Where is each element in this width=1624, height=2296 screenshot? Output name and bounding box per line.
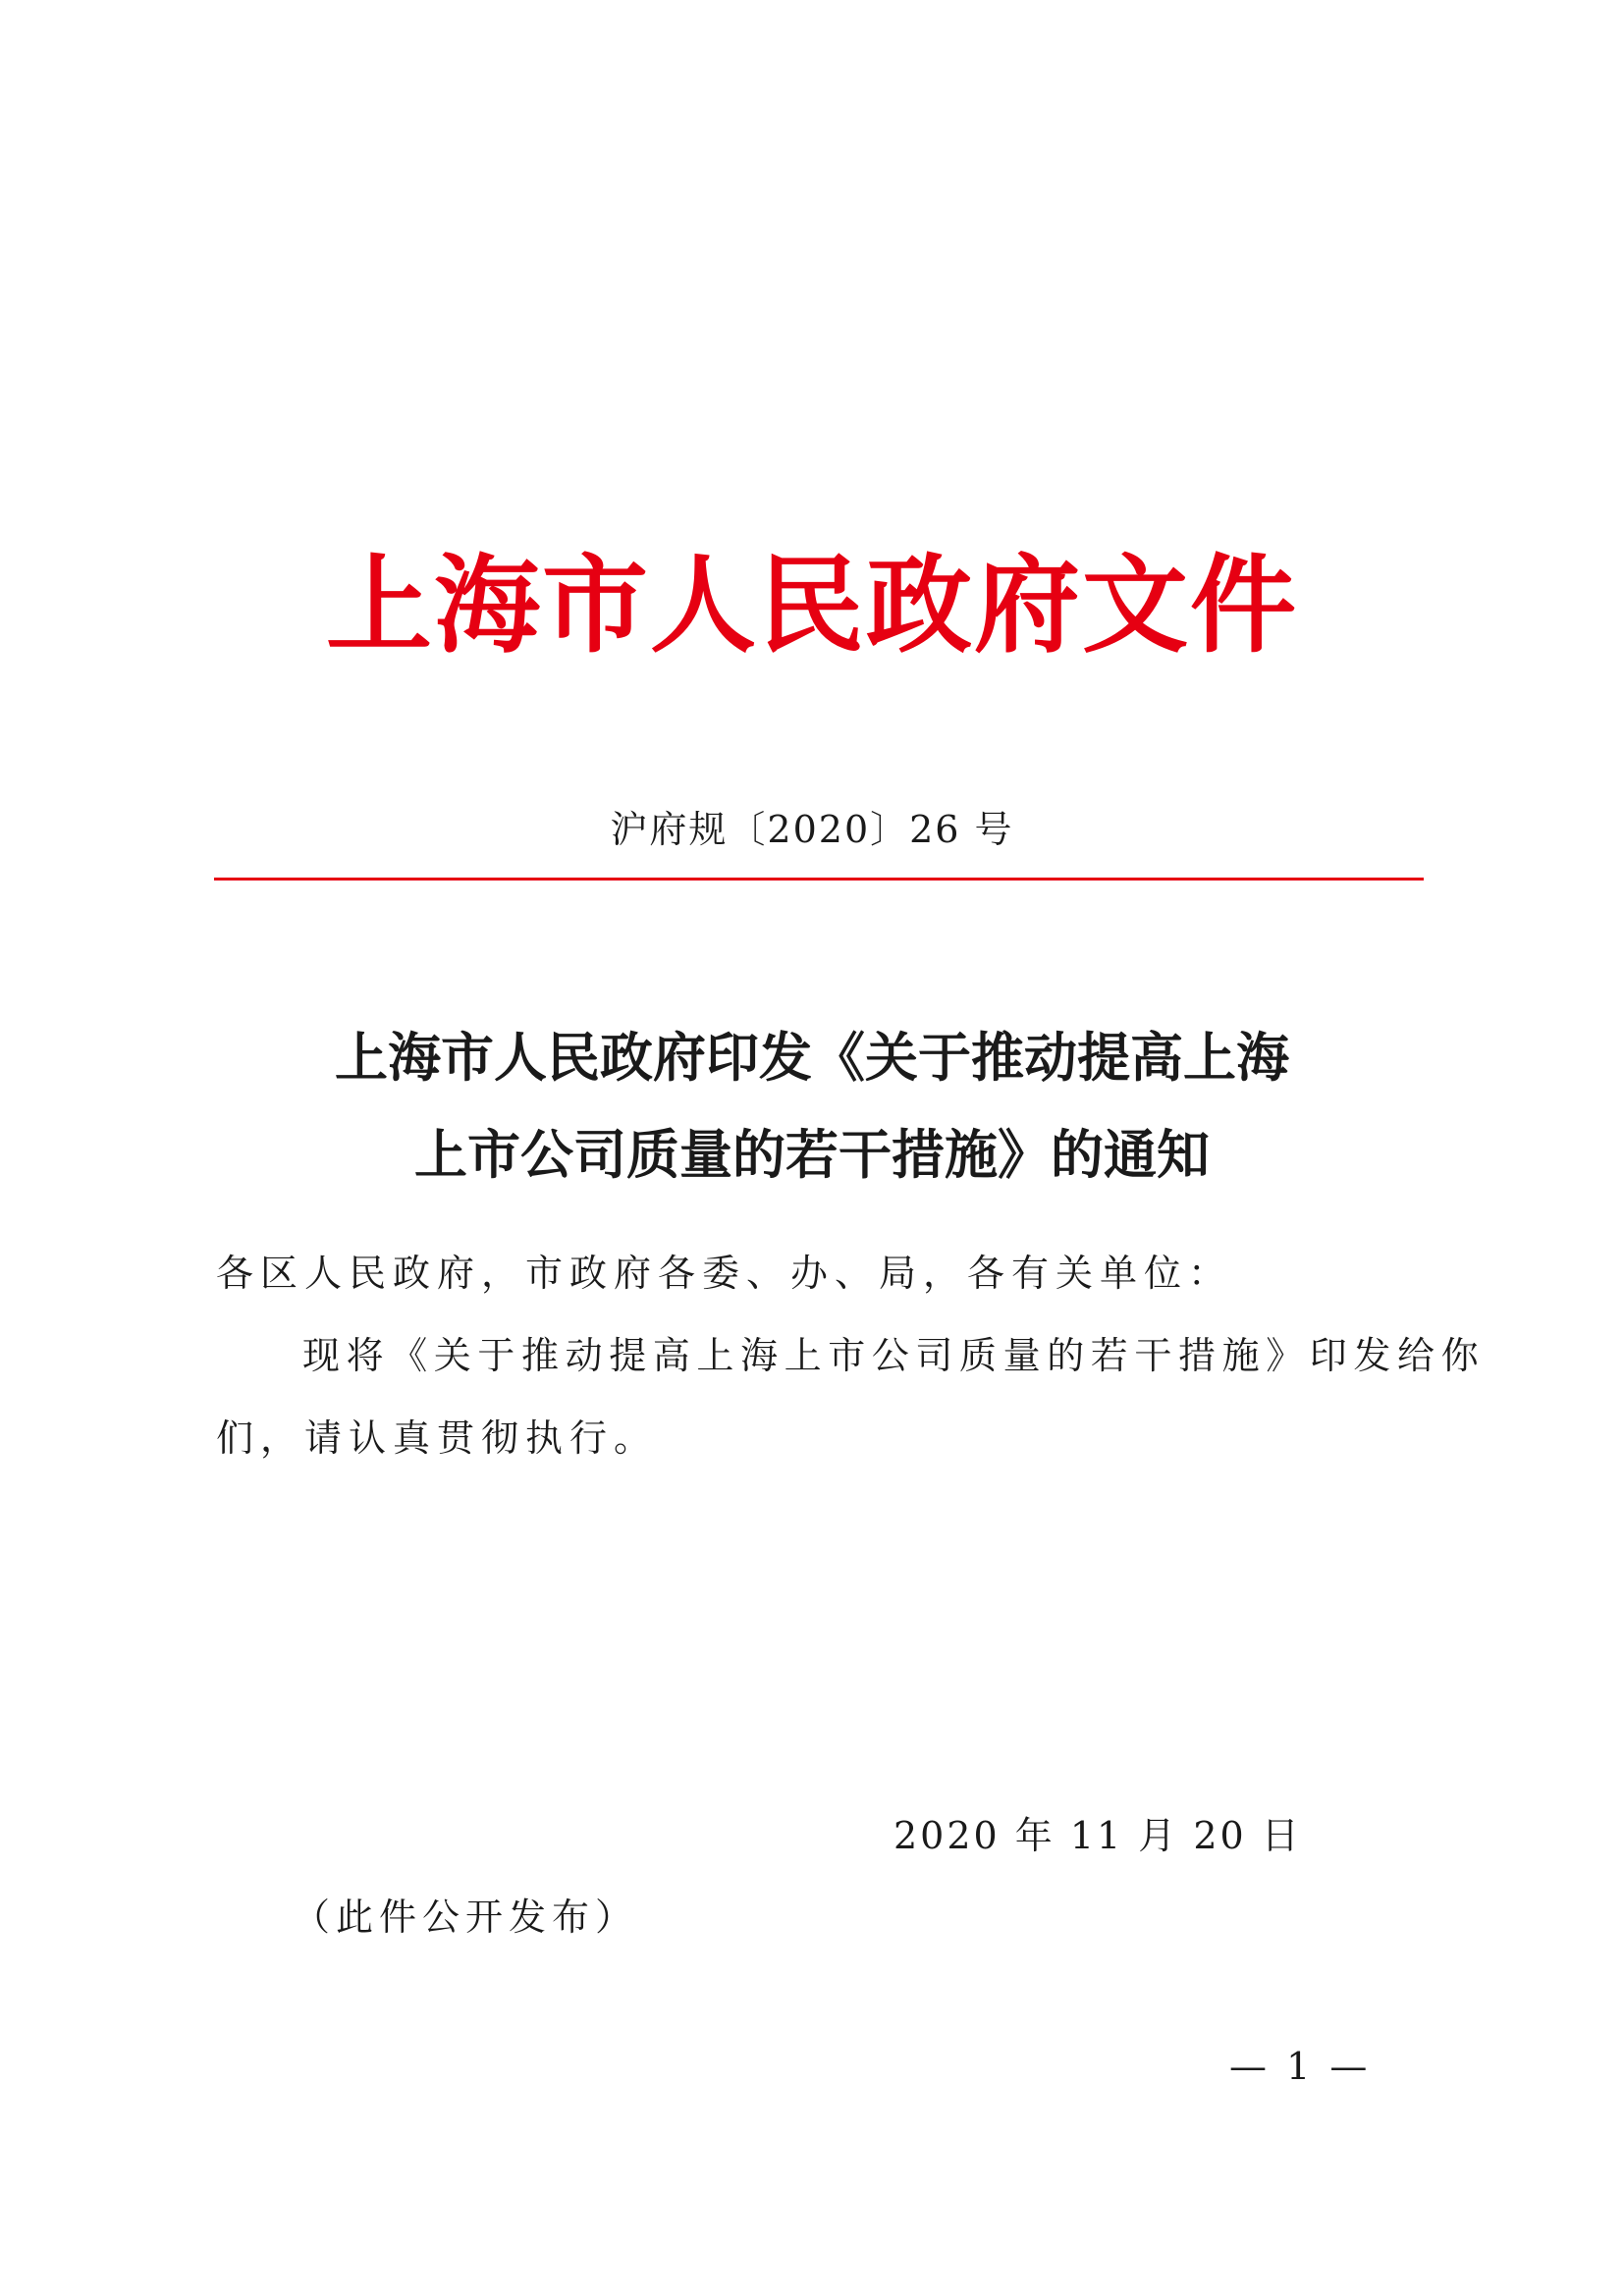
page-number: — 1 —	[1229, 2045, 1372, 2088]
issue-date: 2020 年 11 月 20 日	[893, 1814, 1302, 1857]
red-divider	[214, 878, 1424, 881]
document-number: 沪府规〔2020〕26 号	[610, 808, 1014, 851]
document-title-line-2: 上市公司质量的若干措施》的通知	[414, 1124, 1210, 1186]
publication-note: （此件公开发布）	[293, 1896, 639, 1939]
document-title-line-1: 上海市人民政府印发《关于推动提高上海	[335, 1027, 1289, 1089]
salutation: 各区人民政府，市政府各委、办、局，各有关单位：	[216, 1252, 1233, 1295]
body-paragraph-line-2: 们，请认真贯彻执行。	[216, 1416, 659, 1460]
issuer-header: 上海市人民政府文件	[325, 545, 1298, 667]
body-paragraph-line-1: 现将《关于推动提高上海上市公司质量的若干措施》印发给你	[302, 1334, 1486, 1377]
